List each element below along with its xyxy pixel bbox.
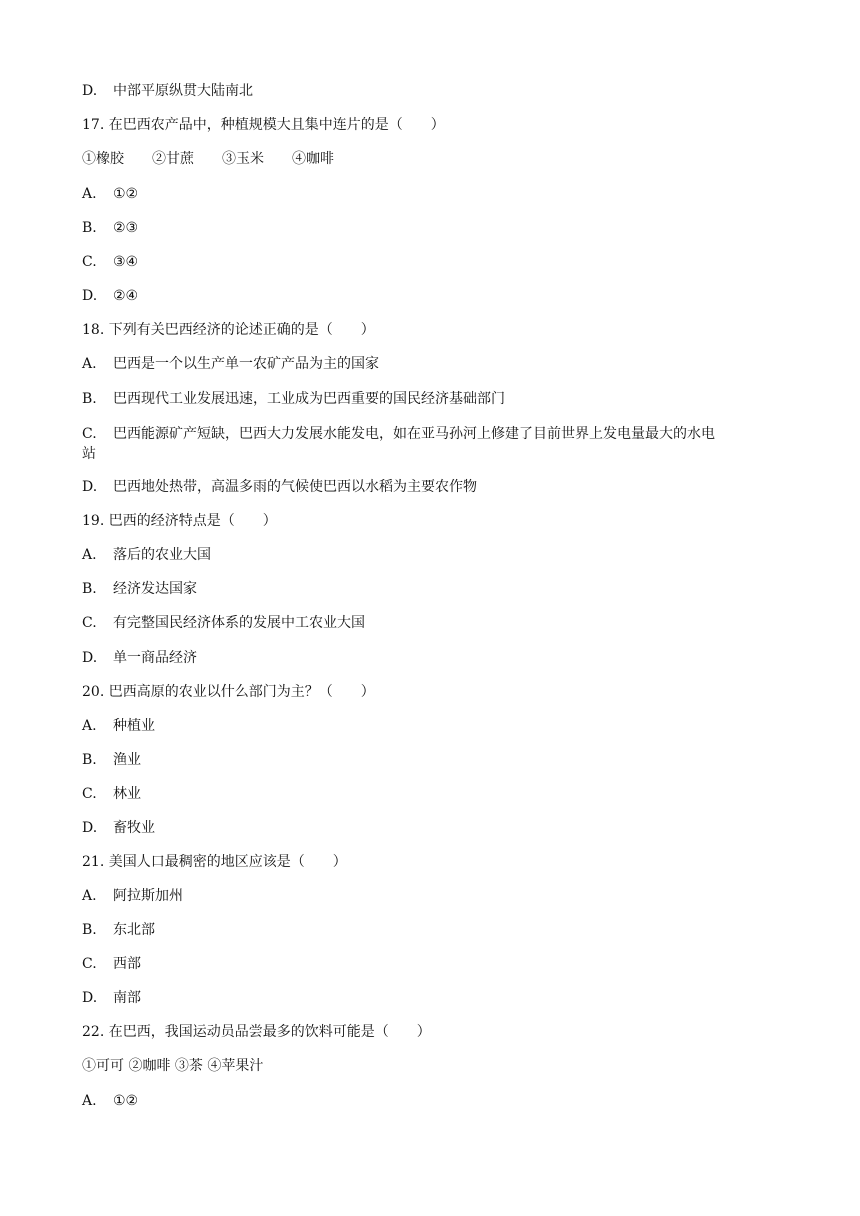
option-c: C. 林业	[82, 786, 141, 802]
question-20: 20. 巴西高原的农业以什么部门为主？（ ）	[82, 684, 375, 700]
option-d: D. 中部平原纵贯大陆南北	[82, 83, 253, 99]
option-a: A. ①②	[82, 186, 139, 202]
option-c: C. 有完整国民经济体系的发展中工农业大国	[82, 615, 365, 631]
option-d: D. ②④	[82, 288, 139, 304]
question-18: 18. 下列有关巴西经济的论述正确的是（ ）	[82, 322, 375, 338]
option-a: A. 巴西是一个以生产单一农矿产品为主的国家	[82, 356, 379, 372]
option-a: A. 落后的农业大国	[82, 547, 211, 563]
question-22: 22. 在巴西，我国运动员品尝最多的饮料可能是（ ）	[82, 1024, 431, 1040]
option-b: B. 渔业	[82, 752, 141, 768]
option-d: D. 单一商品经济	[82, 650, 197, 666]
option-b: B. 经济发达国家	[82, 581, 197, 597]
question-22-items: ①可可 ②咖啡 ③茶 ④苹果汁	[82, 1058, 264, 1074]
question-19: 19. 巴西的经济特点是（ ）	[82, 513, 277, 529]
option-b: B. 巴西现代工业发展迅速，工业成为巴西重要的国民经济基础部门	[82, 391, 505, 407]
option-a: A. 种植业	[82, 718, 155, 734]
option-b: B. ②③	[82, 220, 139, 236]
option-c: C. 巴西能源矿产短缺，巴西大力发展水能发电，如在亚马孙河上修建了目前世界上发电量最大的水电	[82, 426, 715, 442]
option-a: A. 阿拉斯加州	[82, 888, 183, 904]
question-17: 17. 在巴西农产品中，种植规模大且集中连片的是（ ）	[82, 117, 445, 133]
option-d: D. 南部	[82, 990, 141, 1006]
option-c-continuation: 站	[82, 446, 96, 462]
question-17-items: ①橡胶 ②甘蔗 ③玉米 ④咖啡	[82, 151, 334, 167]
option-d: D. 畜牧业	[82, 820, 155, 836]
option-c: C. 西部	[82, 956, 141, 972]
option-d: D. 巴西地处热带，高温多雨的气候使巴西以水稻为主要农作物	[82, 479, 477, 495]
question-21: 21. 美国人口最稠密的地区应该是（ ）	[82, 854, 347, 870]
option-b: B. 东北部	[82, 922, 155, 938]
option-a: A. ①②	[82, 1093, 139, 1109]
option-c: C. ③④	[82, 254, 139, 270]
